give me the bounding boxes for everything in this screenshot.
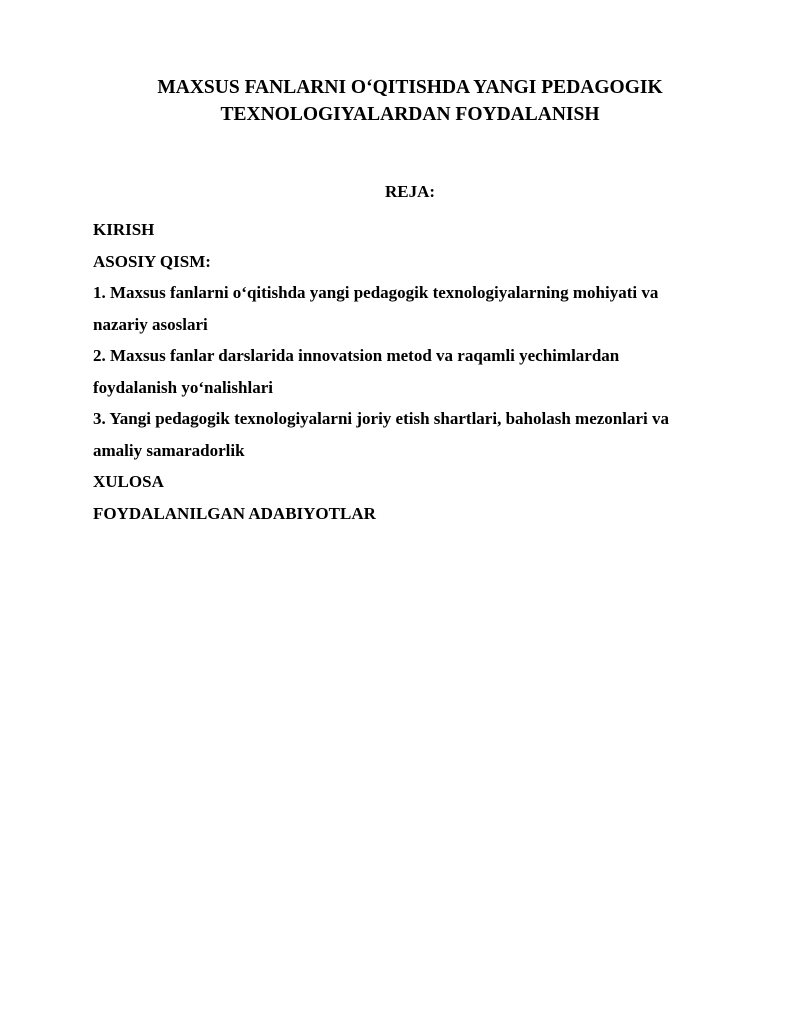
plan-heading: REJA:	[384, 182, 436, 201]
plan-references: FOYDALANILGAN ADABIYOTLAR	[93, 503, 376, 523]
document-title	[80, 74, 740, 128]
plan-intro: KIRISH	[93, 220, 155, 239]
plan-item-3-line-1: 3. Yangi pedagogik texnologiyalarni joriy etish shartlari, baholash mezonlari va	[93, 409, 669, 428]
title-line-2: TEXNOLOGIYALARDAN FOYDALANISH	[220, 104, 600, 125]
plan-item-3-line-2: amaliy samaradorlik	[93, 440, 245, 460]
plan-item-2-line-2: foydalanish yo‘nalishlari	[93, 377, 273, 397]
plan-item-1-line-2: nazariy asoslari	[93, 314, 208, 334]
plan-item-2-line-1: 2. Maxsus fanlar darslarida innovatsion metod va raqamli yechimlardan	[93, 346, 620, 365]
title-line-1: MAXSUS FANLARNI O‘QITISHDA YANGI PEDAGOGIK	[157, 77, 663, 98]
plan-conclusion: XULOSA	[93, 472, 164, 491]
plan-main-part: ASOSIY QISM:	[93, 251, 211, 271]
plan-list	[93, 214, 733, 529]
plan-item-1-line-1: 1. Maxsus fanlarni o‘qitishda yangi pedagogik texnologiyalarning mohiyati va	[93, 283, 659, 302]
